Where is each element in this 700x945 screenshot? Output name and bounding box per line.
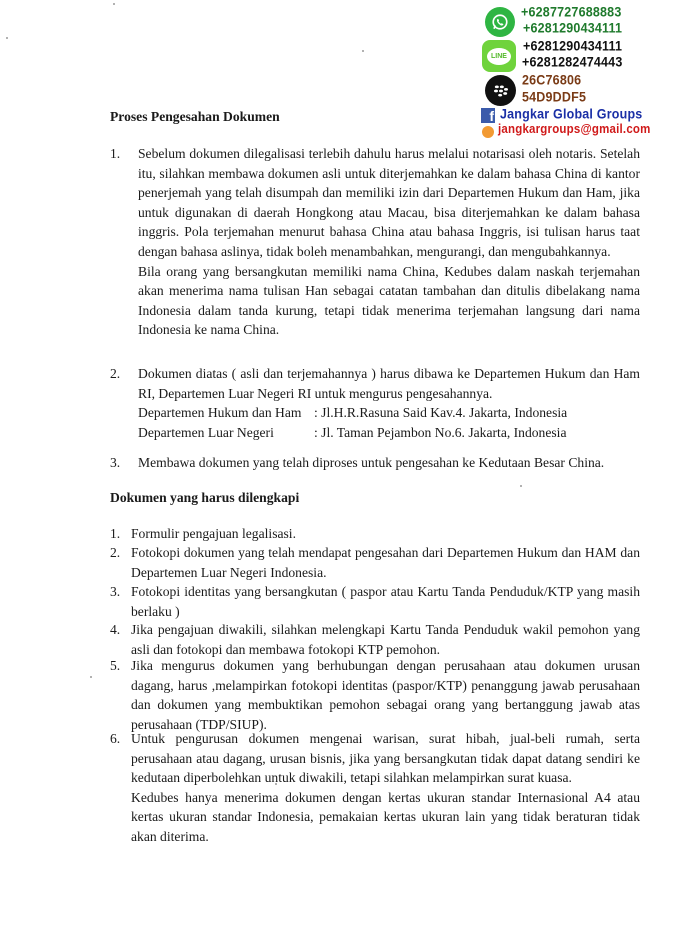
- step-number: 3.: [110, 455, 121, 470]
- facebook-icon: f: [481, 108, 495, 123]
- address-row-kemenlu: [138, 423, 640, 443]
- requirement-item-4: [110, 620, 640, 659]
- process-step-1: [110, 144, 640, 340]
- item-number: 2.: [110, 545, 121, 560]
- email-address[interactable]: jangkargroups@gmail.com: [498, 123, 651, 137]
- requirement-item-1: [110, 524, 640, 544]
- line-number: +6281290434111: [523, 38, 623, 54]
- scan-speck: [6, 37, 8, 39]
- line-app-icon: LINE: [482, 40, 516, 72]
- section-title-requirements: Dokumen yang harus dilengkapi: [110, 490, 300, 505]
- item-paragraph: Jika pengajuan diwakili, silahkan melengkapi Kartu Tanda Penduduk wakil pemohon yang asli dan fotokopi dan membawa fotokopi KTP pemohon.: [131, 622, 640, 657]
- address-value: : Jl. Taman Pejambon No.6. Jakarta, Indonesia: [314, 424, 567, 440]
- whatsapp-number: +6281290434111: [523, 20, 623, 36]
- bbm-pin: 54D9DDF5: [522, 89, 587, 105]
- item-paragraph: Fotokopi dokumen yang telah mendapat pengesahan dari Departemen Hukum dan HAM dan Departemen Luar Negeri Indonesia.: [131, 545, 640, 580]
- requirement-item-2: [110, 543, 640, 582]
- contact-header: [478, 2, 700, 140]
- step-paragraph: Membawa dokumen yang telah diproses untuk pengesahan ke Kedutaan Besar China.: [138, 455, 605, 470]
- scan-speck: [90, 676, 92, 678]
- whatsapp-icon: [485, 7, 515, 37]
- process-step-2: [110, 364, 640, 442]
- item-paragraph: Fotokopi identitas yang bersangkutan ( paspor atau Kartu Tanda Penduduk/KTP yang masih berlaku ): [131, 584, 640, 619]
- scan-speck: [362, 50, 364, 52]
- step-paragraph: Dokumen diatas ( asli dan terjemahannya ) harus dibawa ke Departemen Hukum dan Ham RI, Departemen Luar Negeri RI untuk mengurus pengesahannya.: [138, 366, 640, 401]
- step-paragraph: Bila orang yang bersangkutan memiliki nama China, Kedubes dalam naskah terjemahan akan menerima nama tulisan Han sebagai catatan tambahan dan ditulis dibelakang nama Indonesia dalam tanda kurung, tetapi tidak menerima terjemahan langsung dari nama Indonesia ke nama China.: [138, 263, 640, 338]
- facebook-page[interactable]: Jangkar Global Groups: [500, 106, 643, 122]
- item-paragraph: Formulir pengajuan legalisasi.: [131, 526, 296, 541]
- scan-speck: [113, 3, 115, 5]
- item-number: 5.: [110, 658, 121, 673]
- blackberry-messenger-icon: [485, 75, 516, 106]
- item-number: 1.: [110, 526, 121, 541]
- line-number: +6281282474443: [522, 54, 623, 70]
- email-icon: [482, 126, 494, 138]
- address-label: Departemen Luar Negeri: [138, 424, 274, 440]
- item-number: 4.: [110, 622, 121, 637]
- step-number: 2.: [110, 366, 121, 381]
- item-paragraph: Kedubes hanya menerima dokumen dengan kertas ukuran standar Internasional A4 atau kertas ukuran standar Indonesia, pemakaian kertas ukuran lain yang tidak beraturan tidak akan diterima.: [131, 789, 640, 844]
- requirement-item-5: [110, 656, 640, 734]
- step-paragraph: Sebelum dokumen dilegalisasi terlebih dahulu harus melalui notarisasi oleh notaris. Setelah itu, silahkan membawa dokumen asli untuk diterjemahkan ke dalam bahasa China di kantor penerjemah yang telah disumpah dan memiliki izin dari Departemen Hukum dan Ham, jika untuk digunakan di daerah Hongkong atau Macau, bisa diterjemahkan ke dalam bahasa inggris. Pola terjemahan menurut bahasa China atau bahasa Inggris, isi tulisan harus taat dengan bahasa aslinya, tidak boleh menambahkan, mengurangi, dan mengubahkannya.: [138, 146, 640, 259]
- bbm-pin: 26C76806: [522, 72, 582, 88]
- whatsapp-number: +6287727688883: [521, 4, 622, 20]
- step-number: 1.: [110, 146, 121, 161]
- address-row-kemenkumham: [138, 403, 640, 423]
- requirement-item-6: [110, 729, 640, 847]
- requirement-item-3: [110, 582, 640, 621]
- address-value: : Jl.H.R.Rasuna Said Kav.4. Jakarta, Indonesia: [314, 405, 568, 421]
- item-number: 3.: [110, 584, 121, 599]
- item-number: 6.: [110, 731, 121, 746]
- item-paragraph: Untuk pengurusan dokumen mengenai warisan, surat hibah, jual-beli rumah, serta perusahaan atau dagang, urusan bisnis, jika yang bersangkutan tidak dapat datang sendiri ke kedutaan diperbolehkan untuk diwakili, tetapi silahkan melampirkan surat kuasa.: [131, 731, 640, 786]
- item-paragraph: Jika mengurus dokumen yang berhubungan dengan perusahaan atau dokumen urusan dagang, harus ,melampirkan fotokopi identitas (paspor/KTP) penanggung jawab perusahaan dan dokumen yang membuktikan pemohon sebagai orang yang bertanggung jawab atas perusahaan (TDP/SIUP).: [131, 658, 640, 732]
- address-label: Departemen Hukum dan Ham: [138, 405, 302, 421]
- process-step-3: [110, 453, 640, 473]
- scan-speck: [520, 485, 522, 487]
- section-title-process: Proses Pengesahan Dokumen: [110, 109, 280, 124]
